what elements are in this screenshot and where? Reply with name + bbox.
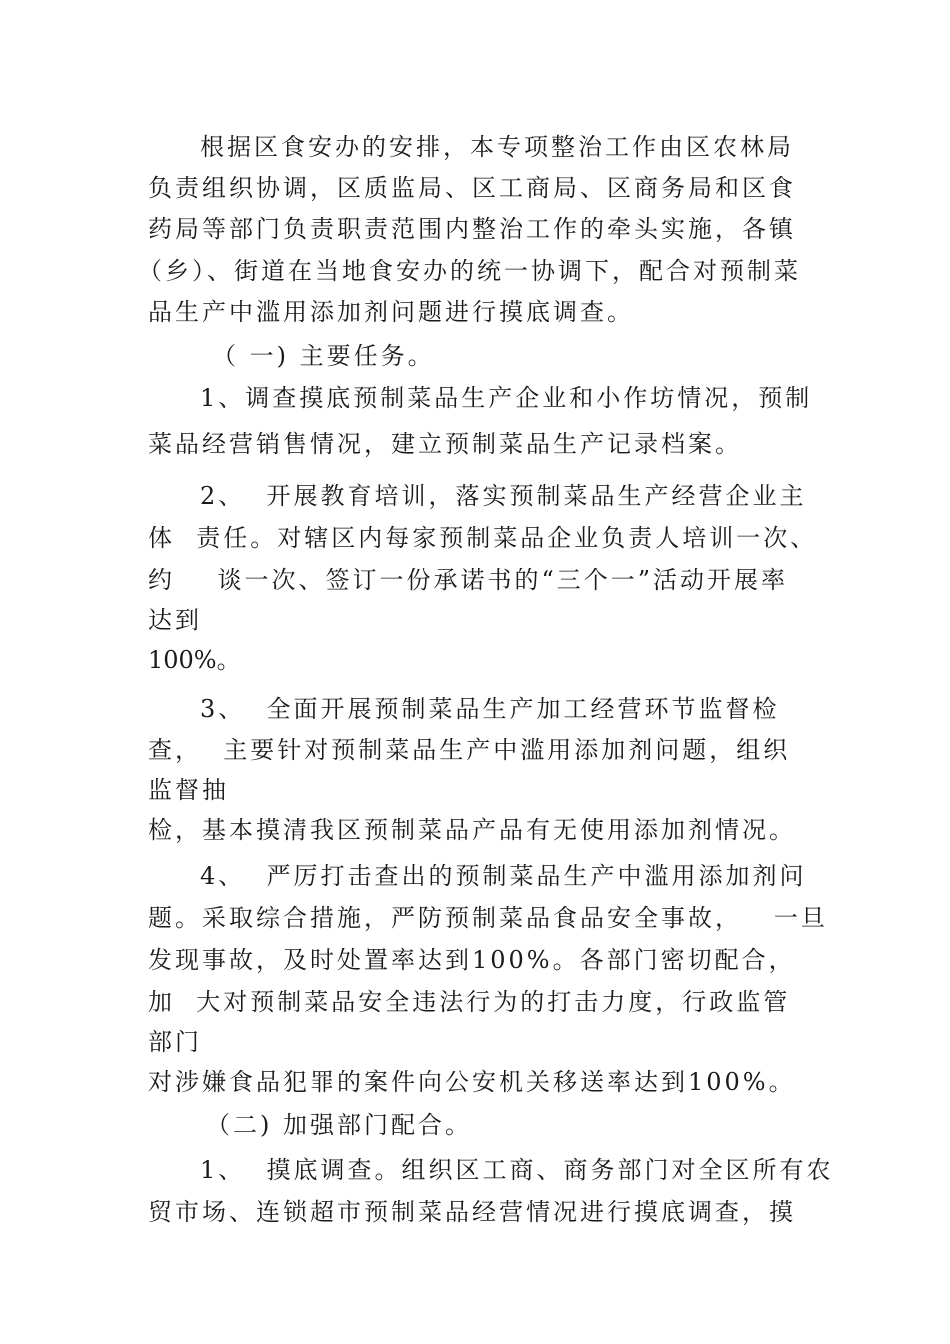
- section-heading: （ 一) 主要任务。: [212, 342, 435, 370]
- text-line: 监督抽: [148, 776, 229, 804]
- text-line: 根据区食安办的安排，本专项整治工作由区农林局: [200, 133, 794, 161]
- text-line: 约 谈一次、签订一份承诺书的“三个一”活动开展率: [148, 566, 789, 594]
- text-line: 查， 主要针对预制菜品生产中滥用添加剂问题，组织: [148, 736, 791, 764]
- text-line: 部门: [148, 1028, 202, 1056]
- text-line: 100%。: [148, 646, 241, 674]
- text-line: 发现事故，及时处置率达到100%。各部门密切配合，: [148, 946, 796, 974]
- text-line: 达到: [148, 606, 202, 634]
- text-line: 题。采取综合措施，严防预制菜品食品安全事故， 一旦: [148, 904, 828, 932]
- text-line: 贸市场、连锁超市预制菜品经营情况进行摸底调查，摸: [148, 1198, 796, 1226]
- text-line: 菜品经营销售情况，建立预制菜品生产记录档案。: [148, 430, 742, 458]
- text-line: 对涉嫌食品犯罪的案件向公安机关移送率达到100%。: [148, 1068, 796, 1096]
- text-line: 检，基本摸清我区预制菜品产品有无使用添加剂情况。: [148, 816, 796, 844]
- text-line: 负责组织协调，区质监局、区工商局、区商务局和区食: [148, 174, 796, 202]
- text-line: 体 责任。对辖区内每家预制菜品企业负责人培训一次、: [148, 524, 818, 552]
- section-heading: （二) 加强部门配合。: [206, 1111, 472, 1139]
- text-line: 加 大对预制菜品安全违法行为的打击力度，行政监管: [148, 988, 791, 1016]
- text-line: 3、 全面开展预制菜品生产加工经营环节监督检: [200, 695, 780, 723]
- text-line: 2、 开展教育培训，落实预制菜品生产经营企业主: [200, 482, 807, 510]
- text-line: 品生产中滥用添加剂问题进行摸底调查。: [148, 298, 634, 326]
- text-line: 1、 摸底调查。组织区工商、商务部门对全区所有农: [200, 1156, 834, 1184]
- text-line: 药局等部门负责职责范围内整治工作的牵头实施，各镇: [148, 215, 796, 243]
- text-line: 4、 严厉打击查出的预制菜品生产中滥用添加剂问: [200, 862, 807, 890]
- text-line: （乡）、街道在当地食安办的统一协调下，配合对预制菜: [138, 257, 801, 285]
- text-line: 1、调查摸底预制菜品生产企业和小作坊情况，预制: [200, 384, 813, 412]
